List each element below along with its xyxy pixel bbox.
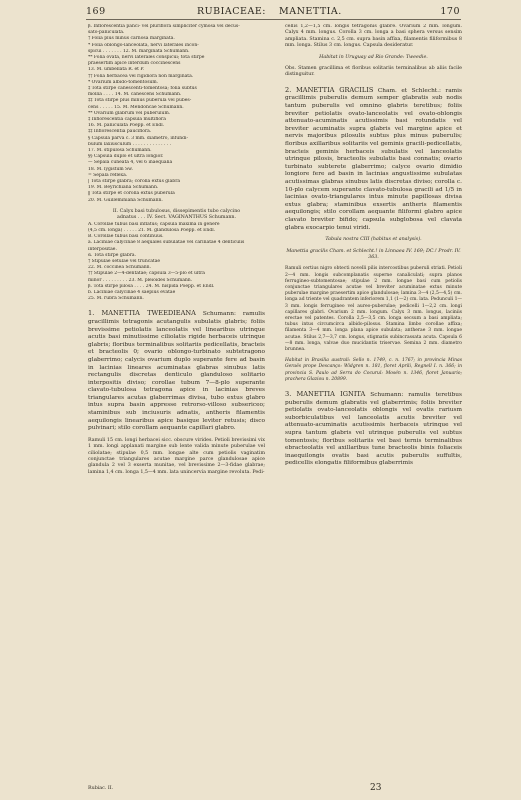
species-description-2 bbox=[285, 87, 462, 232]
header-tribe: MANETTIA. bbox=[279, 6, 342, 17]
key-line: 19. M. Beyrichiana Schumann. bbox=[88, 185, 159, 191]
key-line: §§ Capsula duplo et ultra longior. bbox=[88, 154, 164, 160]
key-line: cens . . . . . 15. M. Mendoncae Schumann. bbox=[88, 104, 184, 110]
species-detail: Ramuli 15 cm. longi herbacei sicc. obscure virides. Petioli brevissimi vix 1 mm. longi applanati margine sub lente valida minute puberulae vel ciliolatae; stipulae 0,5 mm. longae alte cum petiolis vaginatim conjunctae triangulares acutae margine parce glandulosae apice glandula 2 vel 3 exserta munitae, vel brevissime 2—3-fidae glabrae; lamina 1,4 cm. longa 1,5—4 mm. lata unincervia margine revoluta. Pedi- bbox=[88, 437, 265, 475]
identification-key-2 bbox=[88, 222, 265, 303]
key-line: 17. M. stipulosa Schumann. bbox=[88, 148, 152, 154]
key-line: 20. M. Guilleminiana Schumann. bbox=[88, 197, 163, 203]
species-heading: 1. MANETTIA TWEEDIEANA bbox=[88, 309, 196, 318]
key-line: ** Ovarium glabrum vel puberulum. bbox=[88, 110, 171, 116]
species-heading-3: 3. MANETTIA IGNITA bbox=[285, 390, 366, 398]
species-description bbox=[88, 310, 265, 433]
key-line: † Folia plus minus carnosa marginata. bbox=[88, 36, 175, 42]
key-line: α. Tota stirpe glabra. bbox=[88, 252, 137, 258]
continued-text: cellis 1,2—1,5 cm. longis tetragonis glabre. Ovarium 2 mm. longum. Calyx 4 mm. longus. Corolla 3 cm. longa a basi sphera versus sensim ampliata. Stamina c. 2,5 cm. supra basin affixa, filamentis filiformibus 8 mm. longa. Stilus 3 cm. longus. Capsula desideratur. bbox=[285, 24, 462, 49]
key-line: †† Folia herbacea vel rigidiora non marginata. bbox=[88, 73, 194, 79]
key-line: † Stipulae setulae vel truncatae bbox=[88, 258, 161, 264]
right-column bbox=[285, 24, 462, 468]
page-number-left: 169 bbox=[86, 6, 106, 17]
key-line: 16. M. paniculata Poepp. et Endl. bbox=[88, 123, 165, 129]
section-title: II. Calyx basi tubulosus, dissepimentis tubo calycino bbox=[112, 208, 241, 214]
header-rule bbox=[86, 19, 461, 20]
key-line: (4,5 cm. longa) . . . . . 21. M. glandulosa Poepp. et Endl. bbox=[88, 227, 216, 233]
species-text: gracillimis tetragonis acutangulis subulatis glabris; foliis brevissime petiolatis lanceolatis vel linearibus utrinque acutis basi minutissime ciliolatis rigide herbaceis utrinque glabris; floribus terminalibus solitariis pedicellatis, bracteis et bracteolis 0; ovario oblongo-turbinato subtetragono glaberrimo; calycis ovarium duplo superante fere ad basin in lacinias lineares acuminatas glabras sinubus latis rectangulis discretas denticulo glanduloso solitario interpositis diviso; corollae tubum 7—8-plo superante clavato-tubulosa tetragona apice in lacinias breves triangulares acutas glaberrimas divisa, tubo extus glabro intus supra basin appresse retrorso-villoso subsericeo; staminibus sub inciusuris adnatis, antheris filamentis aequilongis linearibus apice basique leviter retusis; disco pulvinari; stilo corollam aequante capillari glabro. bbox=[88, 318, 265, 432]
species-detail-2: Ramuli certius nigro obtecti novelli pilis intercostibus puberuli striati. Petioli 2—4 mm. longis subcomplanatis superne canaliculati; supra planos ferrugineo-subtomentosae; stipulae 2 mm. longae basi cum petiolis conjunctae triangulares acutae vel breviter acuminatae extus minute puberulae margine praesertim apice glandulosae; lamina 3—4 (2,5—4,5) cm. longa ad triente vel quadrantem inferiorem 1,1 (1—2) cm. lata. Pedunculi 1—3 mm. longis ferrugineo vel aureo-puberulae; pedicelli 1—2,2 cm. longi capillares glabri. Ovarium 2 mm. longum. Calyx 3 mm. longus, laciniis erectae vel patentes. Corolla 2,5—3,5 cm. longa secsum a basi ampliata; tubus intus circumcirca albido-pilosus. Staminа limbo corollae affixa; filamenta 3—4 mm. longa plana apice subulata; antherae 3 mm. longae acutae. Stilus 2,7—3,7 cm. longus, stigmatis subincrassata acuta. Capsula 6—8 mm. longa, valvae duo mucidantis triservae. Semina 2 mm. diametro brunnea. bbox=[285, 266, 462, 352]
key-line: †† Stipulae 2—4-dentatae; capsula 3—5-plo et ultra bbox=[88, 271, 205, 277]
key-line: β. Inflorescentia panci- vel pluriflora simpliciter cymosa vel decus- bbox=[88, 24, 240, 29]
species-heading-2: 2. MANETTIA GRACILIS bbox=[285, 85, 374, 94]
key-line: β. Tota stirpe pilosa . . . . 24. M. hispida Poepp. et Endl. bbox=[88, 283, 215, 289]
key-line: bulum laxiusculum . . . . . . . . . . . . . . bbox=[88, 141, 172, 147]
habitat-note: Habitat in Uruguay ad Rio Grande: Tweedie. bbox=[319, 54, 428, 60]
species-author: Schumann: ramulis bbox=[195, 311, 265, 318]
key-line: praesertim apice interdum coccinescens bbox=[88, 61, 181, 67]
section-subtitle: adnatus . . . IV. Sect. VAGINANTHUS Schumann. bbox=[116, 215, 237, 221]
left-column bbox=[88, 24, 265, 476]
species-author-2: Cham. et Schlecht.: ramis bbox=[373, 87, 462, 94]
key-line: | Tota stirpe glabra; corolla extus glabra bbox=[88, 179, 181, 185]
key-line: * Folia oblongo-lanceolata, nervi laterales incon- bbox=[88, 42, 199, 48]
header-family: RUBIACEAE: bbox=[197, 6, 266, 17]
key-line: ‖ Tota stirpe et corolla extus puberula bbox=[88, 191, 175, 197]
key-line: a. Laciniae calycinae 8 aequales subulatae vel carinatae 4 denticulis bbox=[88, 240, 245, 246]
key-line: spicui . . . . . . . 12. M. marginata Schumann. bbox=[88, 48, 190, 54]
literature-reference: Manettia gracilis Cham. et Schlecht.! in Linnaea IV. 169; DC.! Prodr. IV. 363. bbox=[286, 248, 461, 260]
key-line: 22. M. coccinea Schumann. bbox=[88, 265, 152, 271]
key-line: ‡‡ Inflorescentia pauciflora. bbox=[88, 129, 152, 135]
key-line: interpositae. bbox=[88, 246, 117, 252]
key-line: 18. M. lygistum Sw. bbox=[88, 166, 133, 172]
key-line: ‡ Tota stirpe canescenti-tomentosa; folia subtus bbox=[88, 86, 197, 92]
key-line: § Capsula parva c. 3 mm. diametro, infundi- bbox=[88, 135, 188, 141]
key-line: A. Corollae tubus basi inflatus; capsula maxima in genere bbox=[88, 221, 220, 227]
key-line: satо-paniculata. bbox=[88, 30, 125, 36]
key-line: ** Folia ovata, nervi laterales conspicui; tota stirpe bbox=[88, 55, 205, 61]
species-text-3: puberulis demum glabratis vel glaberrimis; foliis breviter petiolatis ovato-lanceolatis oblongis vel ovatis rariusm suborbiculatibus vel lanceolatis acutis breviter vel attenuato-acuminatis acutissimis herbaceis utrinque vel supra tantum glabris vel utrinque puberulis vel subtus tomentosis; floribus solitariis vel basi ternis terminalibus ebracteolatis vel axillaribus tune bracteolis binis foliaceis inaequilongis ovatis basi acutis puberulis suffultis, pedicellis elongatis filiformibus glaberrimis bbox=[285, 399, 462, 467]
species-text-2: gracillimis puberulis demum semper glabratis sub nodis tantum puberulis vel omnino glabris teretibus; foliis breviter petiolatis ovato-lanceolatis vel ovato-oblongis attenuato-acuminatis acutissimis basi rotundatis vel breviter acuminatis supra glabris vel margine apice et nervis majoribus pilosulis subtus plus minus puberulis; floribus axillaribus solitariis vel geminis gracili-pedicellatis, bracteis geminis herbaceis subulatis vel lanceolatis utrinque pilosis, bracteolis subulatis basi connatis; ovario turbinato subterete glaberrimo; calyce ovario dimidio longiore fere ad basin in lacinias angustissime subulatas acutissimas glabras sinubus latis discretas diviso; corolla c. 10-plo calycem superante clavato-tubulosa gracili ad 1/5 in lacinias ovato-triangulares intus minute papillosas divisa extus glabra; staminibus exsertis antheris filamentis aequilongis; stilo corollam aequante filiformi glabro apice clavato breviter bifido; capsula subglobosa vel clavata glabra exocarpio tenui viridi. bbox=[285, 95, 462, 231]
footer-signature: Rubiac. II. bbox=[88, 786, 114, 791]
key-line: mollia . . . . 14. M. canescens Schumann. bbox=[88, 92, 182, 98]
signature-mark: 23 bbox=[370, 783, 382, 793]
key-line: b. Laciniae calycinae 4 saepius evatae bbox=[88, 289, 176, 295]
observation-note: Obs. Stamen gracillima et floribus solitariis terminalibus ab aliis facile distinguitur. bbox=[285, 66, 462, 78]
plate-reference: Tabula nostra CIII (habitus et analysis). bbox=[325, 237, 422, 243]
key-line: ‡ Inflorescentia capsula multiflora bbox=[88, 117, 166, 123]
key-line: ‡‡ Tota stirpe plus minus puberula vel pubes- bbox=[88, 98, 192, 104]
key-line: = Sepala reflexa. bbox=[88, 172, 128, 178]
species-description-3 bbox=[285, 391, 462, 468]
running-header bbox=[86, 6, 460, 18]
key-line: — Sepala cuneata 4, vel 6 inaequalia bbox=[88, 160, 173, 166]
page-number-right: 170 bbox=[440, 6, 460, 17]
key-line: B. Corollae tubus basi continuus. bbox=[88, 234, 164, 240]
identification-key bbox=[88, 24, 265, 204]
species-author-3: Schumann: ramulis teretibus bbox=[365, 392, 462, 398]
key-line: 13. M. umbellata R. et P. bbox=[88, 67, 144, 73]
key-line: * Ovarium albido-tomentosum. bbox=[88, 79, 159, 85]
habitat-note-2: Habitat in Brasilia australi: Sello n. 1749, c. n. 1767; in provincia Minas Geraës prope Descanço: Widgren n. 181, floret Aprili, Regnell I. n. 366; in provincia S. Paulo ad Serra do Cocurul: Mosén n. 1346, floret Januario; prachera Glaziou n. 20899. bbox=[285, 358, 462, 382]
key-line: minor . . . . . . . . . 23. M. pleioides Schumann. bbox=[88, 277, 193, 283]
key-line: 25. M. rubra Schumann. bbox=[88, 296, 144, 302]
